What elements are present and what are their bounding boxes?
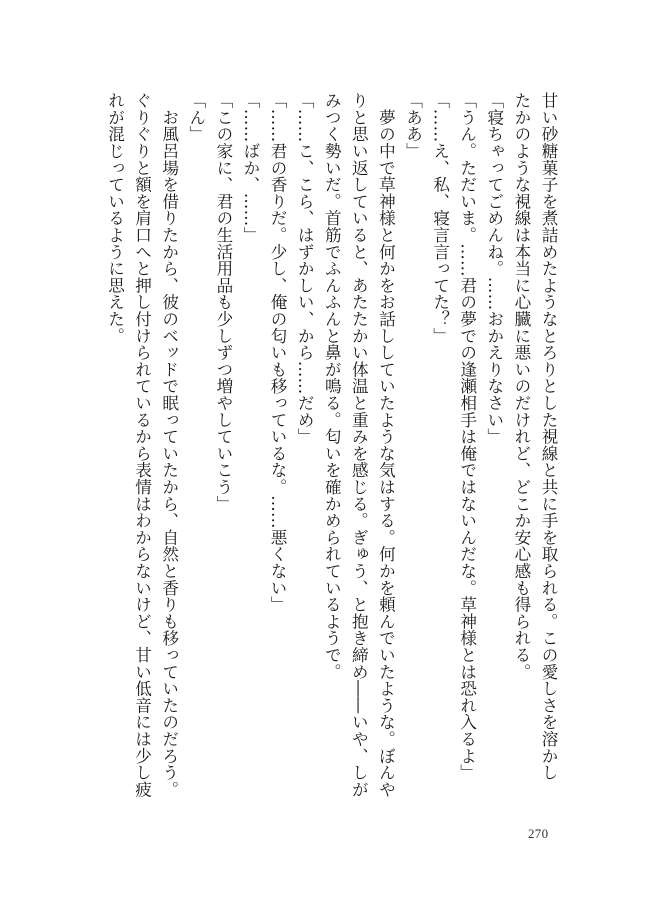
text-line: みつく勢いだ。首筋でふんふんと鼻が鳴る。匂いを確かめられているようで。: [322, 92, 342, 680]
text-line: 「寝ちゃってごめんね。……おかえりなさい」: [484, 92, 504, 445]
text-line: 「……こ、こら、はずかしい、から……だめ」: [295, 92, 315, 445]
text-line: 「……ばか、……」: [240, 92, 260, 244]
text-line: 夢の中で草神様と何かをお話ししていたような気はする。何かを頼んでいたような。ぼんや: [376, 92, 396, 798]
text-line: たかのような視線は本当に心臓に悪いのだけれど、どこか安心感も得られる。: [511, 92, 531, 680]
text-line: お風呂場を借りたから、彼のベッドで眠っていたから、自然と香りも移っていたのだろう。: [159, 92, 179, 798]
text-line: 「うん。ただいま。……君の夢での逢瀬相手は俺ではないんだな。草神様とは恐れ入るよ」: [457, 92, 477, 781]
text-line: りと思い返していると、あたたかい体温と重みを感じる。ぎゅう、と抱き締め――いや、しが: [349, 92, 369, 798]
text-line: 甘い砂糖菓子を煮詰めたようなとろりとした視線と共に手を取られる。この愛しさを溶かし: [539, 92, 558, 781]
text-line: れが混じっているように思えた。: [105, 92, 125, 344]
text-line: 「ん」: [186, 92, 206, 143]
text-line: 「……え、私、寝言言ってた？」: [430, 92, 450, 344]
text-line: ぐりぐりと額を肩口へと押し付けられているから表情はわからないけど、甘い低音には少し疲: [132, 92, 152, 798]
vertical-text-block: [105, 92, 562, 798]
page-number: 270: [528, 826, 549, 841]
text-line: 「この家に、君の生活用品も少しずつ増やしていこう」: [213, 92, 233, 512]
text-line: 「……君の香りだ。少し、俺の匂いも移っているな。……悪くない」: [268, 92, 288, 613]
text-line: 「ああ」: [403, 92, 423, 160]
